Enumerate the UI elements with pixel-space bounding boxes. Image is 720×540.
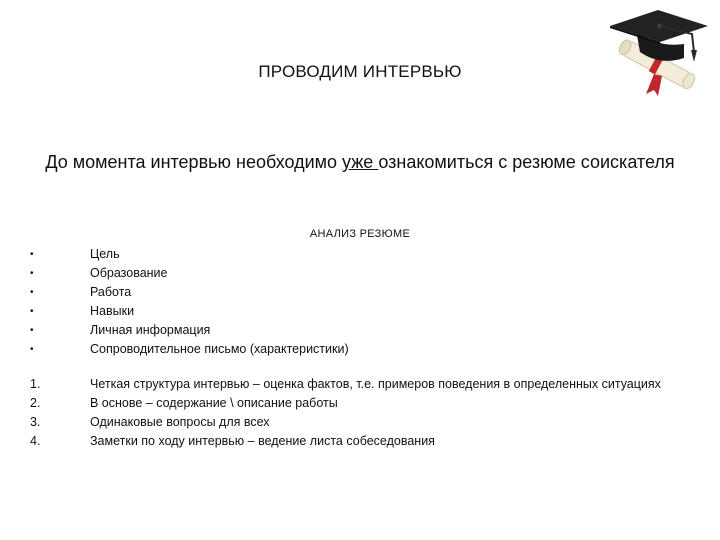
- lead-text-emphasis: уже: [342, 152, 379, 172]
- numbered-item-text: В основе – содержание \ описание работы: [90, 396, 338, 410]
- item-number: 1.: [30, 377, 41, 391]
- list-item-text: Образование: [90, 266, 168, 280]
- numbered-item: [30, 433, 680, 449]
- lead-paragraph: [40, 150, 680, 174]
- slide-title: ПРОВОДИМ ИНТЕРВЬЮ: [258, 62, 462, 81]
- numbered-item-text: Одинаковые вопросы для всех: [90, 415, 270, 429]
- lead-text-before: До момента интервью необходимо: [45, 152, 343, 172]
- bullet-marker: •: [30, 325, 34, 336]
- bullet-marker: •: [30, 306, 34, 317]
- bullet-marker: •: [30, 287, 34, 298]
- list-item: [30, 245, 690, 264]
- list-item: [30, 264, 690, 283]
- lead-text-after: ознакомиться с резюме соискателя: [378, 152, 675, 172]
- list-item: [30, 302, 690, 321]
- section-heading: АНАЛИЗ РЕЗЮМЕ: [309, 228, 411, 240]
- numbered-list: [30, 376, 680, 452]
- item-number: 4.: [30, 434, 41, 448]
- item-number: 2.: [30, 396, 41, 410]
- bullet-marker: •: [30, 249, 34, 260]
- list-item: [30, 321, 690, 340]
- numbered-item: [30, 376, 680, 392]
- bullet-list: [30, 245, 690, 359]
- numbered-item-text: Четкая структура интервью – оценка фактов, т.е. примеров поведения в определенных ситуациях: [90, 377, 661, 391]
- list-item-text: Работа: [90, 285, 132, 299]
- item-number: 3.: [30, 415, 41, 429]
- list-item-text: Личная информация: [90, 323, 211, 337]
- numbered-item: [30, 414, 680, 430]
- bullet-marker: •: [30, 268, 34, 279]
- list-item-text: Сопроводительное письмо (характеристики): [90, 342, 349, 356]
- list-item-text: Навыки: [90, 304, 135, 318]
- graduation-cap-diploma-icon: [596, 4, 714, 100]
- list-item: [30, 283, 690, 302]
- bullet-marker: •: [30, 344, 34, 355]
- list-item-text: Цель: [90, 247, 120, 261]
- numbered-item-text: Заметки по ходу интервью – ведение листа собеседования: [90, 434, 435, 448]
- numbered-item: [30, 395, 680, 411]
- list-item: [30, 340, 690, 359]
